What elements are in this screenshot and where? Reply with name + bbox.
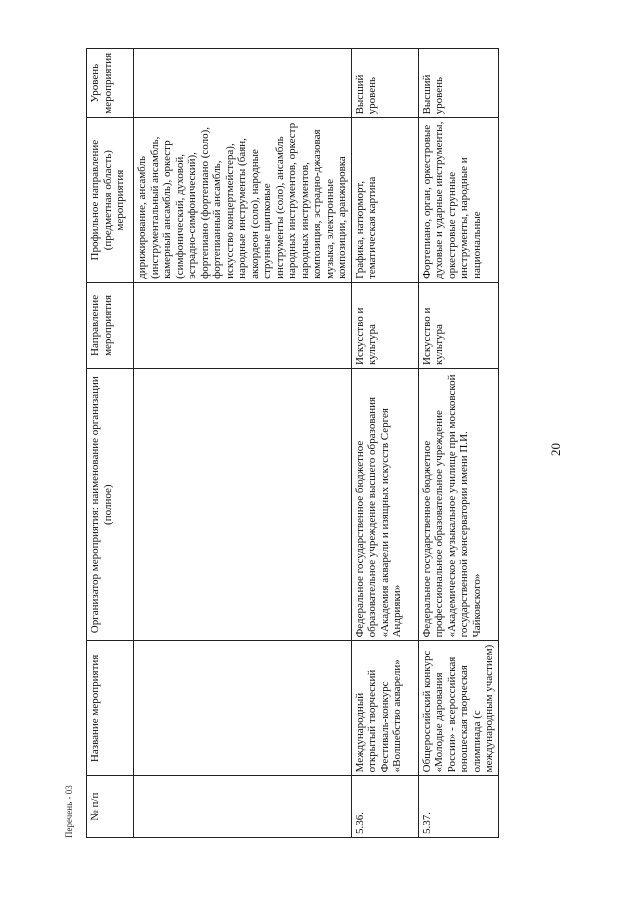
cell-event-name [134,641,352,776]
cell-direction [134,282,352,368]
footer-note: Перечень - 03 [64,785,74,838]
header-profile: Профильное направление (предметная область) мероприятия [87,118,134,282]
cell-profile: дирижирование, ансамбль (инструментальный ансамбль, камерный ансамбль), оркестр (симфонический, духовой, эстрадно-симфонический), фортепиано (фортепиано (соло), фортепианный ансамбль, искусство концертмейстера), народные инструменты (баян, аккордеон (соло), народные струнные щипковые инструменты (соло), ансамбль народных инструментов, оркестр народных инструментов, композиция, эстрадно-джазовая музыка, электронные композиции, аранжировка [134,118,352,282]
table-row [351,49,418,838]
page-number: 20 [548,443,563,456]
header-direction: Направление мероприятия [87,282,134,368]
cell-event-name: Общероссийский конкурс «Молодые дарования России» - всероссийская юношеская творческая олимпиада (с международным участием) [418,641,498,776]
rotated-document [64,48,584,838]
header-number: № п/п [87,776,134,838]
cell-organizer: Федеральное государственное бюджетное образовательное учреждение высшего образования «Академия акварели и изящных искусств Сергея Андрияки» [351,368,418,640]
cell-profile: Графика, натюрморт, тематическая картина [351,118,418,282]
table-row [134,49,352,838]
cell-level [134,49,352,118]
header-organizer: Организатор мероприятия: наименование организации (полное) [87,368,134,640]
cell-organizer: Федеральное государственное бюджетное профессиональное образовательное учреждение «Академическое музыкальное училище при московской государственной консерватории имени П.И. Чайковского» [418,368,498,640]
cell-level: Высший уровень [351,49,418,118]
cell-number [134,776,352,838]
table-header-row [87,49,134,838]
cell-profile: Фортепиано, орган, оркестровые духовые и ударные инструменты, оркестровые струнные инструменты, народные и национальные [418,118,498,282]
cell-organizer [134,368,352,640]
cell-direction: Искусство и культура [418,282,498,368]
table-row [418,49,498,838]
cell-number: 5.37. [418,776,498,838]
cell-number: 5.36. [351,776,418,838]
events-table [86,48,499,838]
cell-level: Высший уровень [418,49,498,118]
header-event-name: Название мероприятия [87,641,134,776]
header-level: Уровень мероприятия [87,49,134,118]
cell-direction: Искусство и культура [351,282,418,368]
cell-event-name: Международный открытый творческий Фестиваль-конкурс «Волшебство акварели» [351,641,418,776]
